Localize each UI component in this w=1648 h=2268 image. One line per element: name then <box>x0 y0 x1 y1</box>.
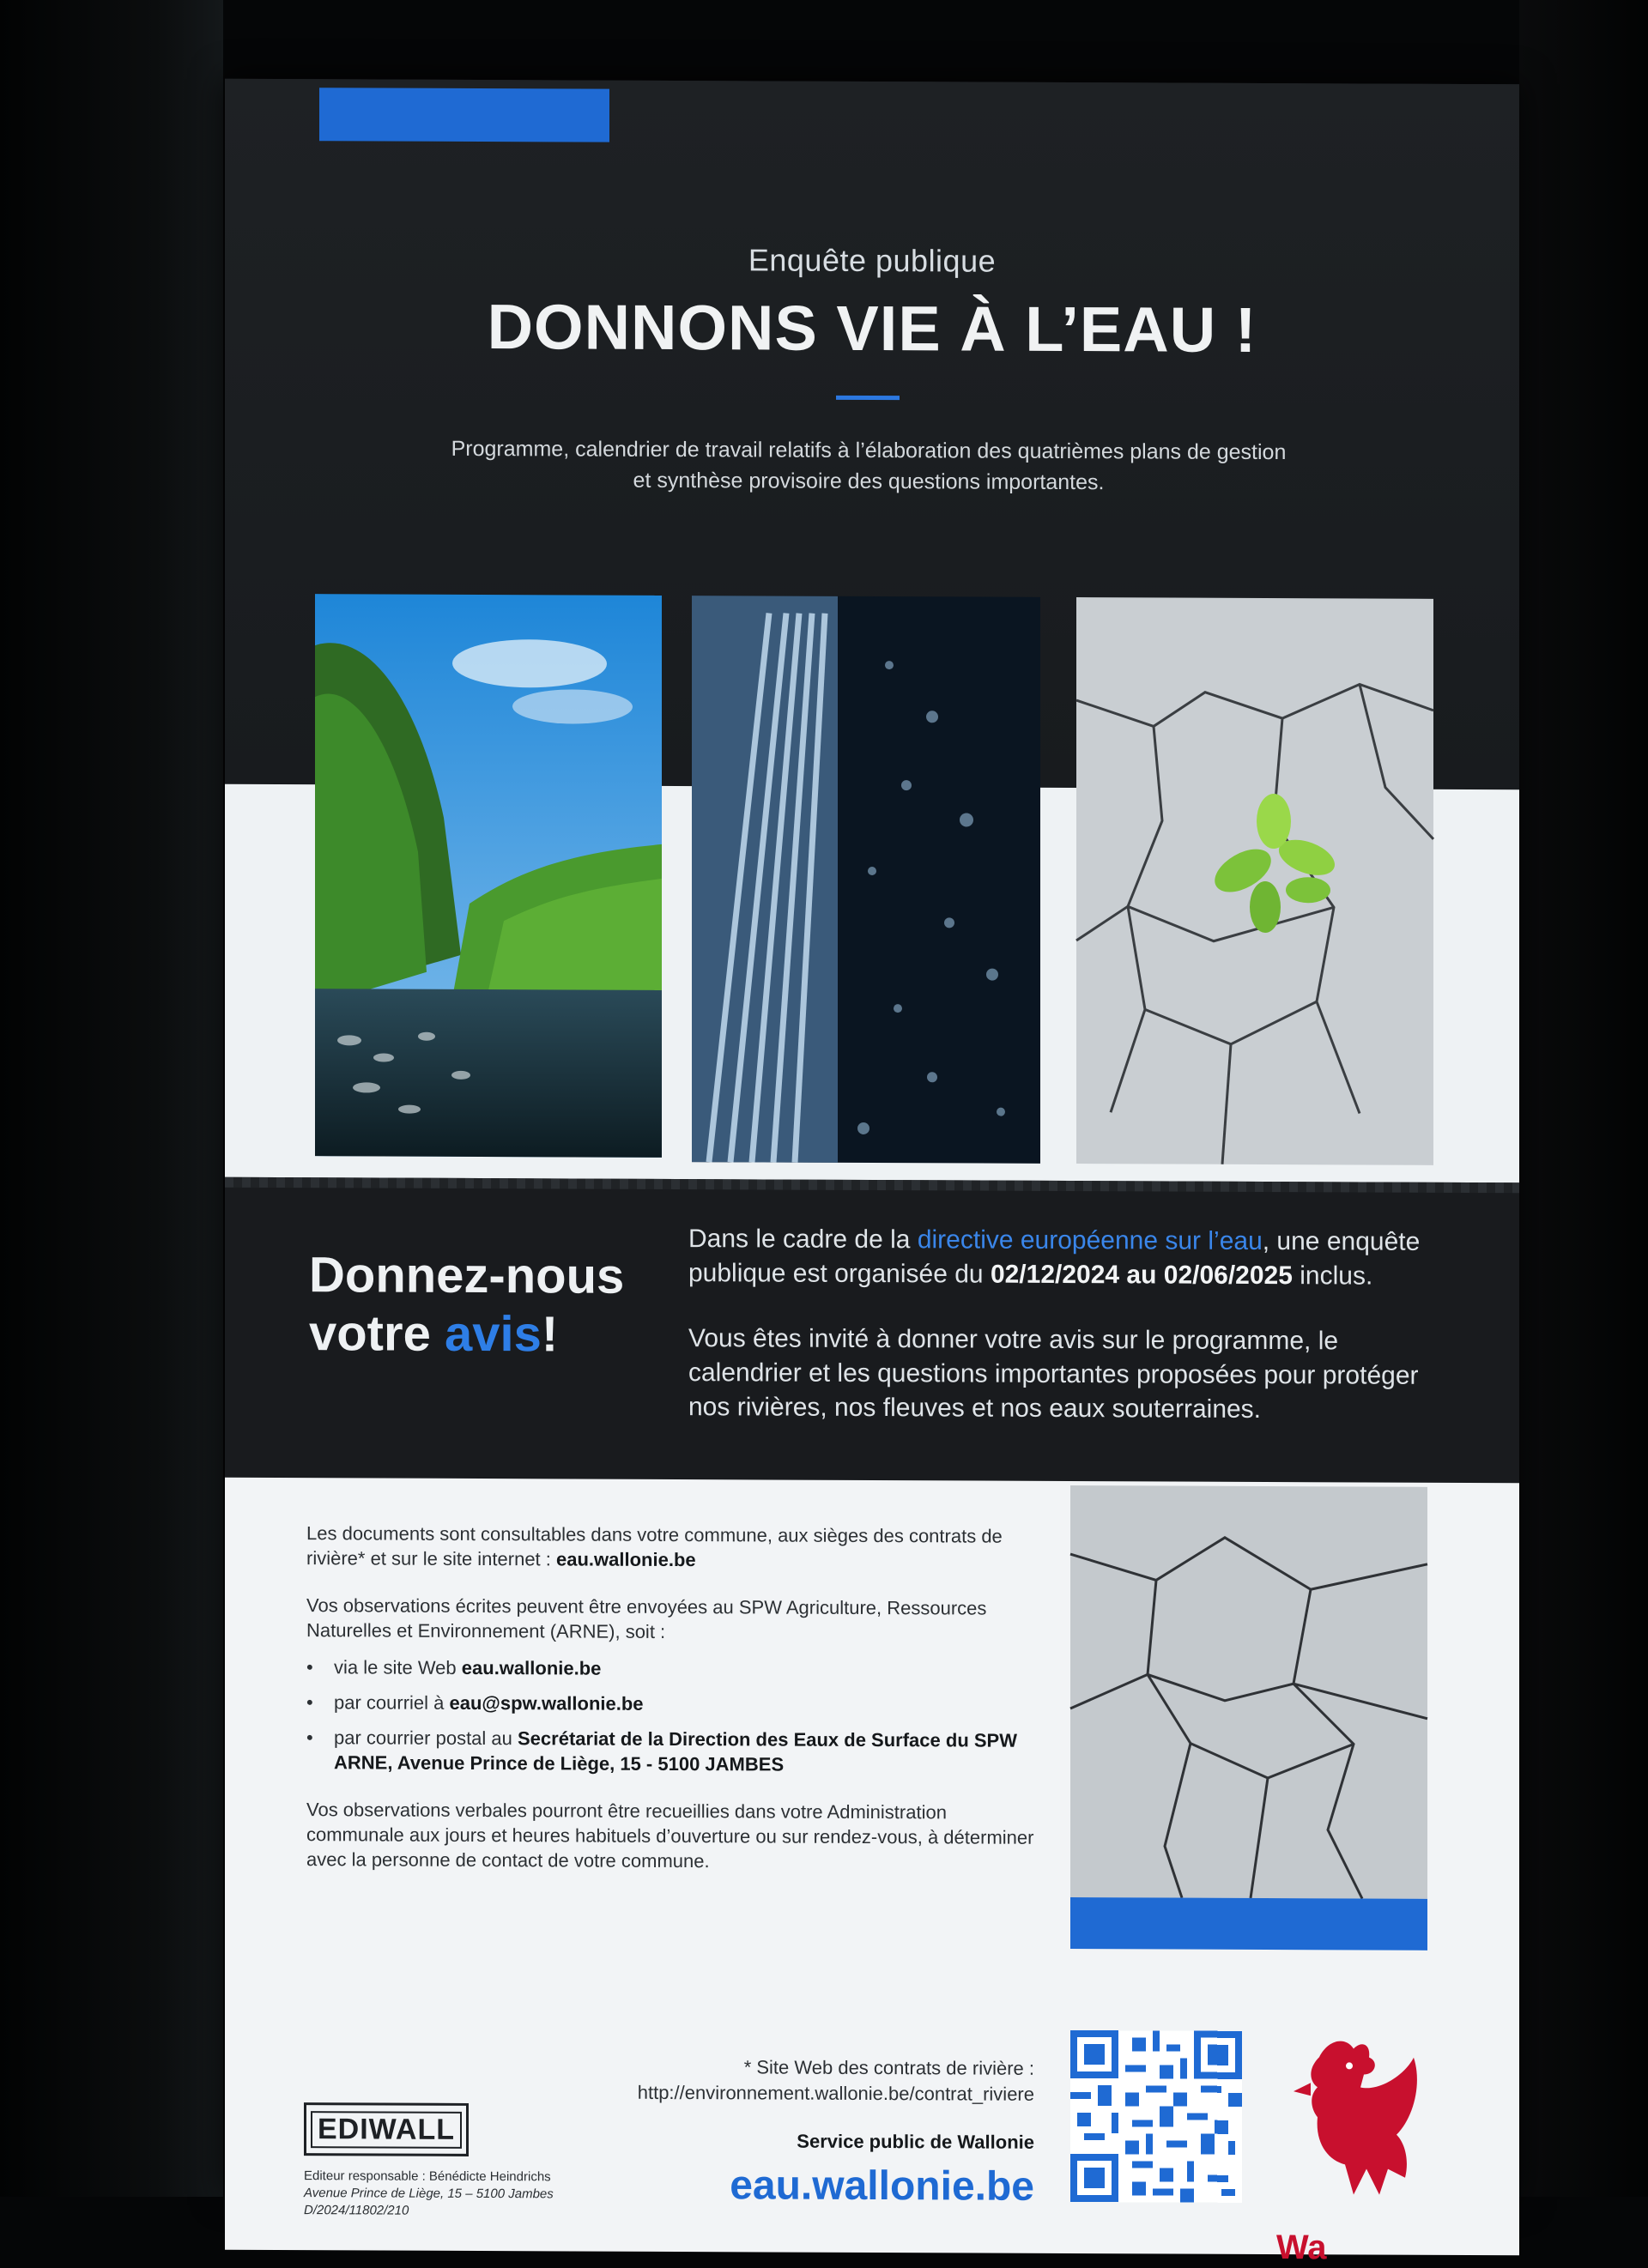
bullet-2-label: par courriel à <box>334 1691 450 1714</box>
cta-paragraph-2: Vous êtes invité à donner votre avis sur le programme, le calendrier et les questions importantes proposées pour protéger nos rivières, nos fleuves et nos eaux souterraines. <box>688 1324 1419 1424</box>
email-link[interactable]: eau@spw.wallonie.be <box>449 1691 644 1715</box>
info-paragraph-1 <box>306 1521 1045 1574</box>
survey-dates: 02/12/2024 au 02/06/2025 <box>990 1260 1293 1291</box>
postal-address: Secrétariat de la Direction des Eaux de Surface du SPW ARNE, Avenue Prince de Liège, 15 - 5100 JAMBES <box>334 1727 1017 1775</box>
poster <box>225 79 1519 2267</box>
poster-kicker: Enquête publique <box>748 242 997 279</box>
cta-text <box>688 1222 1435 1459</box>
editor-line-3: D/2024/11802/210 <box>304 2203 409 2218</box>
river-landscape-photo <box>315 594 662 1158</box>
cracked-earth-photo <box>1070 1485 1427 1899</box>
list-item <box>306 1725 1045 1778</box>
website-link[interactable]: eau.wallonie.be <box>461 1656 602 1679</box>
cta-title-line1: Donnez-nous <box>309 1247 625 1304</box>
blue-tab-decoration <box>319 88 609 142</box>
info-paragraph-2: Vos observations écrites peuvent être envoyées au SPW Agriculture, Ressources Naturelles et Environnement (ARNE), soit : <box>306 1594 987 1642</box>
info-paragraph-3: Vos observations verbales pourront être recueillies dans votre Administration communale aux jours et heures habituels d’ouverture ou sur rendez-vous, à déterminer avec la personne de contact de votre commune. <box>306 1799 1034 1872</box>
directive-link[interactable]: directive européenne sur l’eau <box>917 1225 1263 1255</box>
poster-intro: Programme, calendrier de travail relatifs à l’élaboration des quatrièmes plans de gestion et synthèse provisoire des questions importantes. <box>451 436 1287 495</box>
publisher-info <box>304 2168 647 2221</box>
ediwall-logo-text: EDIWALL <box>311 2111 462 2149</box>
cta-title-prefix: votre <box>309 1305 445 1362</box>
blue-bar-decoration <box>1070 1897 1427 1950</box>
qr-code-icon[interactable] <box>1070 2030 1242 2203</box>
footer-website[interactable]: eau.wallonie.be <box>730 2162 1034 2210</box>
cta-title-accent: avis <box>444 1305 542 1363</box>
info-text <box>306 1521 1045 1897</box>
river-contracts-note <box>519 2053 1034 2108</box>
cta-title <box>309 1246 670 1364</box>
river-contracts-link[interactable]: http://environnement.wallonie.be/contrat_riviere <box>637 2081 1034 2105</box>
contact-methods-list <box>306 1654 1045 1778</box>
cta-p1-a: Dans le cadre de la <box>688 1225 918 1255</box>
list-item <box>306 1654 1045 1683</box>
backdrop-right <box>1519 0 1648 2197</box>
cracked-earth-sprout-photo <box>1076 597 1433 1165</box>
note-line-1: * Site Web des contrats de rivière : <box>743 2056 1034 2079</box>
backdrop-left <box>0 0 223 2197</box>
editor-line-2: Avenue Prince de Liège, 15 – 5100 Jambes <box>304 2186 554 2202</box>
wallonia-rooster-icon <box>1285 2023 1431 2212</box>
info-p1-text: Les documents sont consultables dans votre commune, aux sièges des contrats de rivière* et sur le site internet : <box>306 1522 1003 1570</box>
wallonia-logo-text: Wa <box>1276 2229 1327 2267</box>
bullet-1-label: via le site Web <box>334 1656 462 1678</box>
water-weir-photo <box>692 596 1040 1164</box>
cta-p1-c: inclus. <box>1292 1261 1373 1291</box>
cta-paragraph-1 <box>688 1222 1435 1294</box>
ediwall-logo <box>304 2102 469 2156</box>
bullet-3-label: par courrier postal au <box>334 1727 518 1750</box>
editor-line-1: Editeur responsable : Bénédicte Heindrichs <box>304 2168 551 2185</box>
cta-p1-b: , une enquête publique est organisée du <box>688 1226 1421 1289</box>
list-item <box>306 1690 1045 1718</box>
info-site-link[interactable]: eau.wallonie.be <box>556 1548 696 1571</box>
title-divider <box>836 396 900 400</box>
cta-title-suffix: ! <box>541 1306 559 1363</box>
service-name: Service public de Wallonie <box>797 2130 1034 2153</box>
poster-title: DONNONS VIE À L’EAU ! <box>487 291 1257 366</box>
